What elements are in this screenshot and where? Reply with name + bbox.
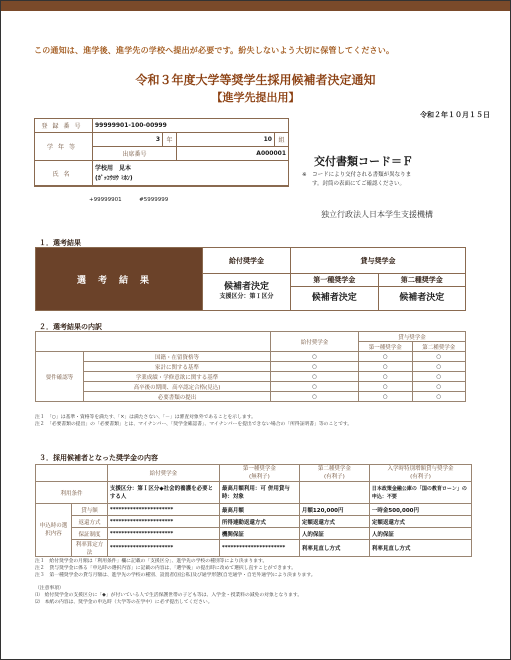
cand-benefit-header: 給付奨学金 <box>107 465 219 482</box>
candidate-notes <box>35 558 472 606</box>
name-row <box>35 161 289 187</box>
cand-loan2-sub: (有利子) <box>324 474 345 480</box>
breakdown-row <box>36 372 466 382</box>
cand-benefit: ********************** <box>107 504 219 516</box>
organization-name: 独立行政法人日本学生支援機構 <box>321 210 433 219</box>
id-line <box>89 197 168 203</box>
breakdown-loan: 貸与奨学金 <box>359 332 466 342</box>
cand-group-label: 申込時の選択内容 <box>36 504 72 557</box>
loan1-header: 第一種奨学金 <box>291 274 378 287</box>
cand-row <box>36 516 472 528</box>
cand-loan1-sub: (無利子) <box>249 474 270 480</box>
cand-loan1: 最高月額 <box>219 504 299 516</box>
loan1-col <box>291 274 379 311</box>
top-bar <box>1 1 510 11</box>
code-note-line2: す。封筒の表面にてご確認ください。 <box>312 181 406 187</box>
cand-loan1-header <box>219 465 299 482</box>
document-code: 交付書類コード＝Ｆ <box>314 155 413 168</box>
loan1-mark: ○ <box>359 372 412 382</box>
candidate-table <box>35 464 472 557</box>
cand-note3: 注３ 第一種奨学金の貸与月額は、進学先の学校の種別、設置者(国公私)及び通学形態(自宅通学・自宅外通学)により決まります。 <box>35 573 316 578</box>
cand-loan2: 月額120,000円 <box>299 504 369 516</box>
breakdown-row <box>36 392 466 402</box>
loan1-mark: ○ <box>359 362 412 372</box>
cand-loan1: 機関保証 <box>219 528 299 540</box>
cand-loan1: 所得連動返還方式 <box>219 516 299 528</box>
cand-loan2: 人的保証 <box>299 528 369 540</box>
cand-note2: 注２ 貸与奨学金に係る「申込時の選択内容」に記載の内容は、「選学後」の提出時に改めて選択し直すことができます。 <box>35 566 297 571</box>
grade-row <box>35 133 289 147</box>
cand-cond-label: 利用条件 <box>36 482 108 504</box>
breakdown-row <box>36 352 466 362</box>
cand-benefit: ********************** <box>107 516 219 528</box>
benefit-header: 給付奨学金 <box>203 248 291 274</box>
loan2-header: 第二種奨学金 <box>379 274 466 287</box>
cand-loan1-title: 第一種奨学金 <box>242 466 276 472</box>
issue-date: 令和２年１０月１５日 <box>420 111 490 119</box>
name-kana: (ｶﾞｯｺｳﾖｳ ﾐﾎﾝ) <box>95 174 133 182</box>
notice-banner: この通知は、進学後、進学先の学校へ提出が必要です。紛失しないよう大切に保管してください。 <box>34 46 395 55</box>
benefit-result <box>203 274 291 311</box>
breakdown-row-label: 必要書類の提出 <box>84 392 271 402</box>
cand-admit-header <box>369 465 471 482</box>
breakdown-row-label: 学業成績・学修意欲に関する基準 <box>84 372 271 382</box>
cand-row-label: 利率算定方法 <box>72 540 108 557</box>
student-info-table <box>34 118 289 187</box>
breakdown-loan2: 第二種奨学金 <box>412 342 465 352</box>
cand-cond-loan2 <box>299 482 369 504</box>
benefit-mark: ○ <box>271 362 359 372</box>
cand-row <box>36 540 472 557</box>
code-note-line1: ※ コードにより交付される書類が異なりま <box>302 172 412 178</box>
loan2-result: 候補者決定 <box>399 293 445 303</box>
result-head: 選考結果 <box>36 248 203 311</box>
loan2-col <box>378 274 466 311</box>
section1-title: １．選考結果 <box>39 239 81 247</box>
grade-label: 学年等 <box>35 133 93 161</box>
loan2-mark: ○ <box>412 352 465 362</box>
breakdown-row <box>36 382 466 392</box>
attendance-value: A000001 <box>177 147 289 161</box>
breakdown-row-label: 国籍・在留資格等 <box>84 352 271 362</box>
result-table <box>35 247 466 311</box>
loan2-mark: ○ <box>412 392 465 402</box>
loan1-mark: ○ <box>359 352 412 362</box>
loan1-mark: ○ <box>359 382 412 392</box>
page-subtitle: 【進学先提出用】 <box>211 91 300 104</box>
reg-row <box>35 119 289 133</box>
cand-benefit: ********************** <box>107 540 219 557</box>
cand-row <box>36 504 472 516</box>
breakdown-loan1: 第一種奨学金 <box>359 342 412 352</box>
breakdown-row-label: 高卒後の期間、高卒認定合格(見込) <box>84 382 271 392</box>
cand-row <box>36 528 472 540</box>
loan2-mark: ○ <box>412 362 465 372</box>
cand-loan2-header <box>299 465 369 482</box>
class-value: 10 <box>177 133 275 147</box>
cand-admit: 利率見直し方式 <box>369 540 471 557</box>
section3-title: ３．採用候補者となった奨学金の内容 <box>39 454 158 462</box>
cand-admit: 人的保証 <box>369 528 471 540</box>
breakdown-row-label: 家計に関する基準 <box>84 362 271 372</box>
loan1-mark: ○ <box>359 392 412 402</box>
id-primary: +99999901 <box>89 197 122 203</box>
loan2-mark: ○ <box>412 382 465 392</box>
breakdown-corner <box>36 332 271 352</box>
breakdown-table <box>35 331 466 402</box>
loan2-mark: ○ <box>412 372 465 382</box>
class-suffix: 組 <box>274 133 288 147</box>
cand-admit: 定額返還方式 <box>369 516 471 528</box>
section2-title: ２．選考結果の内訳 <box>39 323 102 331</box>
cand-admit-title: 入学時特別増額貸与奨学金 <box>387 466 454 472</box>
cand-row-label: 貸与額 <box>72 504 108 516</box>
cand-row-label: 返還方式 <box>72 516 108 528</box>
cand-admit-sub: (有利子) <box>410 474 431 480</box>
cand-loan1: ********************** <box>219 540 299 557</box>
breakdown-row <box>36 362 466 372</box>
benefit-mark: ○ <box>271 372 359 382</box>
benefit-result-sub: 支援区分：第Ｉ区分 <box>219 293 274 300</box>
cand-benefit: ********************** <box>107 528 219 540</box>
name-cell <box>93 161 289 187</box>
breakdown-group-label: 要件確認等 <box>36 352 84 402</box>
caution2: ⑵ 本紙の内容は、奨学金の申込時（大学等の在学中）に必ず提出してください。 <box>35 600 213 605</box>
cand-cond-loan1: 最高月額利用：可 併用貸与時：対象 <box>219 482 299 504</box>
cand-loan2-title: 第二種奨学金 <box>317 466 351 472</box>
code-note <box>302 171 411 189</box>
cand-loan2: 定額返還方式 <box>299 516 369 528</box>
page-title: 令和３年度大学等奨学生採用候補者決定通知 <box>135 73 376 87</box>
benefit-mark: ○ <box>271 392 359 402</box>
cand-note1: 注１ 給付奨学金の月額は「利用条件」欄に記載の「支援区分」、進学先の学校の種別等により決まります。 <box>35 559 268 564</box>
breakdown-notes <box>35 414 465 428</box>
name-value: 学校用 見本 <box>95 164 132 172</box>
attendance-label: 出席番号 <box>93 147 177 161</box>
benefit-result-value: 候補者決定 <box>223 282 269 292</box>
cand-admit: 一時金500,000円 <box>369 504 471 516</box>
caution1: ⑴ 給付奨学金の支援区分に「◆」が付いている人で生活保護世帯の子ども等は、入学金・授業料の減免の対象となります。 <box>35 593 303 598</box>
reg-label: 登録番号 <box>35 119 93 133</box>
cand-loan2: 利率見直し方式 <box>299 540 369 557</box>
reg-value: 99999901-100-00999 <box>93 119 289 133</box>
grade-suffix: 年 <box>163 133 177 147</box>
benefit-mark: ○ <box>271 352 359 362</box>
id-secondary: #5999999 <box>139 197 169 203</box>
cand-cond-admit: 日本政策金融公庫の「国の教育ローン」の申込：不要 <box>369 482 471 504</box>
breakdown-note2: 注２ 「必要書類の提出」の「必要書類」とは、マイナンバー、「奨学金確認書」、マイナンバーを提出できない場合の「所得証明書」等のことです。 <box>35 422 353 427</box>
name-label: 氏名 <box>35 161 93 187</box>
loan-header: 貸与奨学金 <box>291 248 466 274</box>
breakdown-benefit: 給付奨学金 <box>271 332 359 352</box>
candidate-corner <box>36 465 108 482</box>
cand-cond-benefit: 支援区分：第Ｉ区分◆社会的養護を必要とする人 <box>107 482 219 504</box>
cand-row-label: 保証制度 <box>72 528 108 540</box>
loan1-result: 候補者決定 <box>311 293 357 303</box>
benefit-mark: ○ <box>271 382 359 392</box>
caution-title: （注意事項） <box>35 586 64 591</box>
grade-value: 3 <box>93 133 163 147</box>
breakdown-note1: 注１ 「○」は基準・資格等を満たす、「×」は満たさない、「－」は審査対象外であることを示します。 <box>35 415 256 420</box>
